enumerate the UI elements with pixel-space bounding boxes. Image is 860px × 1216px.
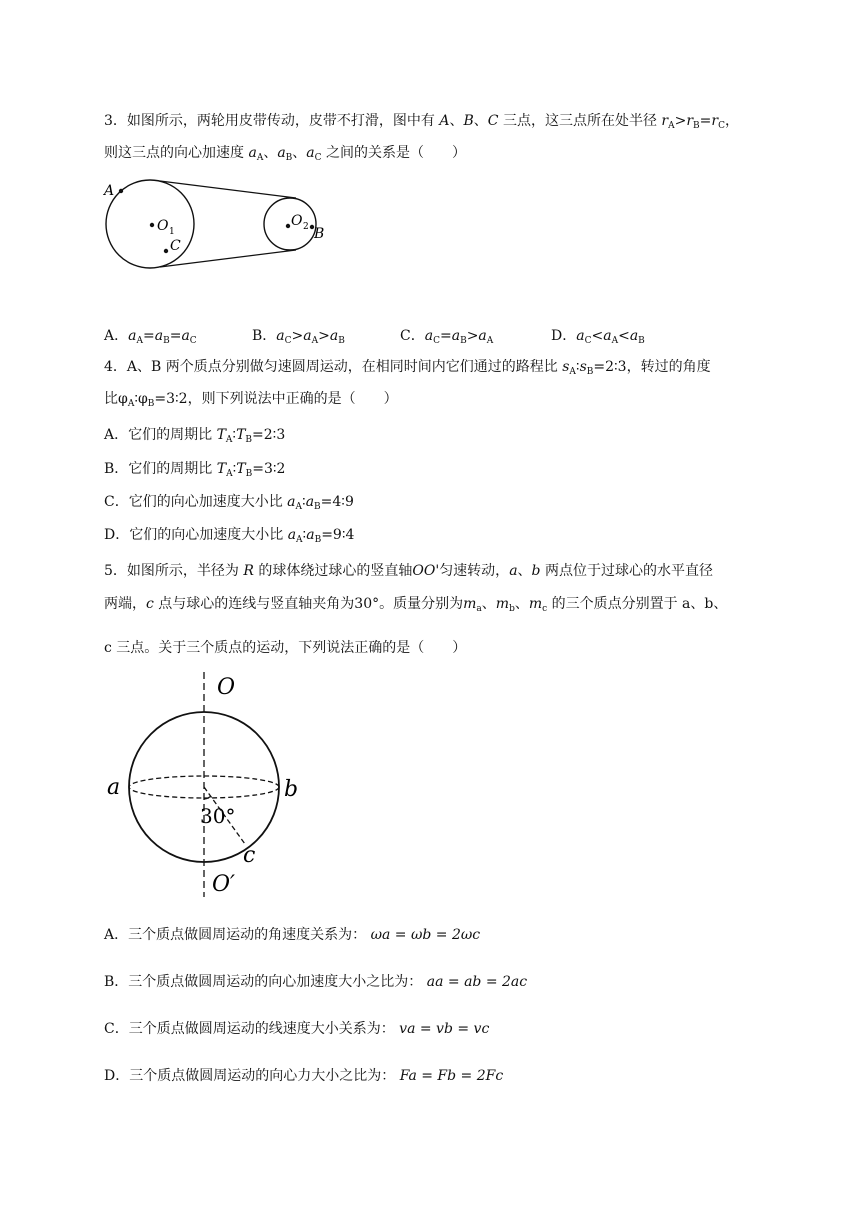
q4-option-a: A．它们的周期比 $T_A∶T_B=2∶3$ [104,427,286,445]
q3-option-a: A．$a_A=a_B=a_C$ [104,328,197,346]
q5-option-b: B．三个质点做圆周运动的向心加速度大小之比为： aa = ab = 2ac [104,974,528,990]
q4-line-1: 4．A、B 两个质点分别做匀速圆周运动，在相同时间内它们通过的路程比 $s_A∶s_B=2∶3$，转过的角度 [104,359,711,377]
label-A: A [104,183,115,199]
label-O1: O [157,218,169,234]
label-b: b [284,777,299,802]
q5-line-2: 两端，c 点与球心的连线与竖直轴夹角为30°。质量分别为$m_a$、$m_b$、$m_c$ 的三个质点分别置于 a、b、 [104,596,728,614]
label-O2: O [291,213,303,229]
q5-line-3: c 三点。关于三个质点的运动，下列说法正确的是（ ） [104,640,467,656]
q3-options [104,325,764,345]
large-wheel [106,180,194,268]
rotating-sphere-figure [100,672,310,900]
label-B: B [314,226,325,242]
q3-option-d: D．$a_C<a_A<a_B$ [551,328,645,346]
belt-top [160,181,296,198]
point-A-dot [119,189,123,193]
point-O2-dot [286,224,290,228]
label-a: a [107,775,121,800]
q3-line-1: 3．如图所示，两轮用皮带传动，皮带不打滑，图中有 A、B、C 三点，这三点所在处半径 $r_A>r_B=r_C$， [104,113,739,131]
q4-option-b: B．它们的周期比 $T_A∶T_B=3∶2$ [104,461,286,479]
label-O2-sub: 2 [303,222,309,232]
label-c: c [243,843,256,868]
label-angle: 30° [200,804,236,828]
q4-option-d: D．它们的向心加速度大小比 $a_A∶a_B=9∶4$ [104,527,355,545]
q5-option-a: A．三个质点做圆周运动的角速度关系为： ωa = ωb = 2ωc [104,927,481,943]
q3-option-c: C．$a_C=a_B>a_A$ [400,328,494,346]
q5-line-1: 5．如图所示，半径为 R 的球体绕过球心的竖直轴OO'匀速转动，a、b 两点位于过球心的水平直径 [104,563,713,579]
label-O-prime: O′ [212,872,236,897]
belt-pulley-figure [100,172,340,282]
q4-line-2: 比$\varphi_A∶\varphi_B=3∶2$，则下列说法中正确的是（ ） [104,391,398,409]
point-O1-dot [150,223,154,227]
point-C-dot [164,249,168,253]
q4-option-c: C．它们的向心加速度大小比 $a_A∶a_B=4∶9$ [104,494,354,512]
q5-option-d: D．三个质点做圆周运动的向心力大小之比为： Fa = Fb = 2Fc [104,1068,504,1084]
q3-option-b: B．$a_C>a_A>a_B$ [252,328,345,346]
label-O1-sub: 1 [169,227,175,237]
label-C: C [170,238,181,254]
q3-line-2: 则这三点的向心加速度 $a_A$、$a_B$、$a_C$ 之间的关系是（ ） [104,145,466,163]
q5-option-c: C．三个质点做圆周运动的线速度大小关系为： va = vb = vc [104,1021,490,1037]
label-O: O [217,675,236,700]
